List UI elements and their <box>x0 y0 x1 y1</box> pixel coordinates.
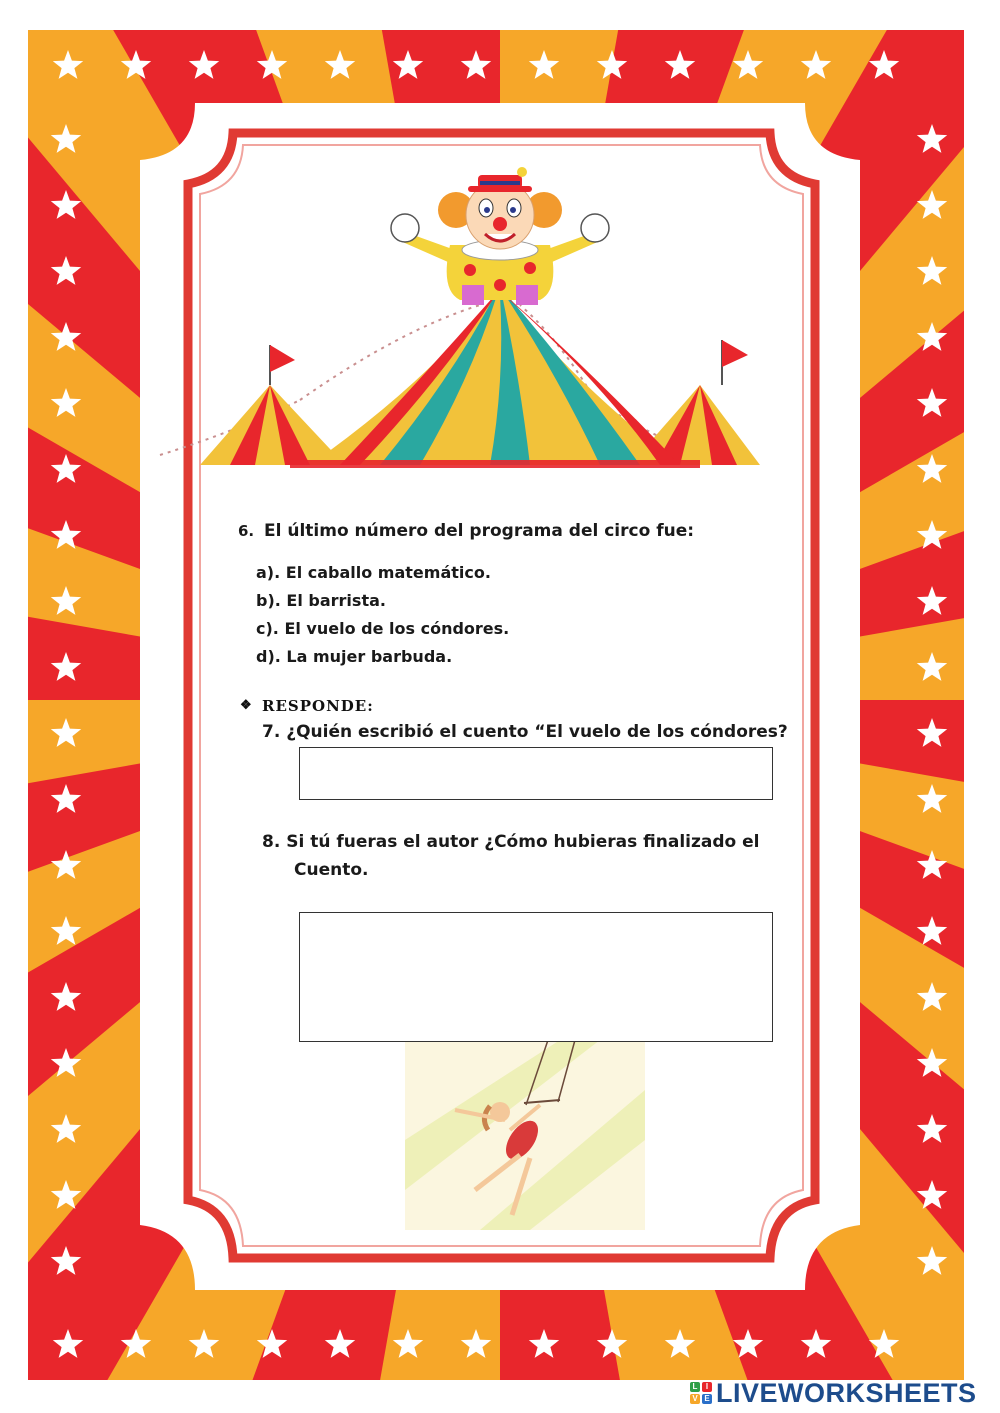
trapeze-artist-illustration <box>405 1040 645 1230</box>
responde-bullet-icon: ❖ <box>240 698 253 713</box>
question-6-option-d[interactable]: d). La mujer barbuda. <box>256 647 453 666</box>
question-8-answer-field[interactable] <box>299 912 773 1042</box>
logo-letter: E <box>702 1394 712 1404</box>
question-7-answer-field[interactable] <box>299 747 773 800</box>
question-7-text: 7. ¿Quién escribió el cuento “El vuelo de los cóndores? <box>262 722 788 742</box>
logo-letter: I <box>702 1382 712 1392</box>
question-6-option-c[interactable]: c). El vuelo de los cóndores. <box>256 619 510 638</box>
liveworksheets-logo-icon <box>690 1382 712 1404</box>
liveworksheets-brand <box>690 1378 995 1408</box>
question-6-text: El último número del programa del circo fue: <box>264 521 695 541</box>
question-6-number: 6. <box>238 522 255 540</box>
logo-letter: L <box>690 1382 700 1392</box>
question-8-text-line1: 8. Si tú fueras el autor ¿Cómo hubieras finalizado el <box>262 832 760 852</box>
responde-heading: RESPONDE: <box>262 697 374 715</box>
question-8-text-line2: Cuento. <box>294 860 369 880</box>
question-6-option-b[interactable]: b). El barrista. <box>256 591 386 610</box>
logo-letter: V <box>690 1394 700 1404</box>
liveworksheets-wordmark: LIVEWORKSHEETS <box>716 1377 977 1408</box>
question-6-option-a[interactable]: a). El caballo matemático. <box>256 563 491 582</box>
